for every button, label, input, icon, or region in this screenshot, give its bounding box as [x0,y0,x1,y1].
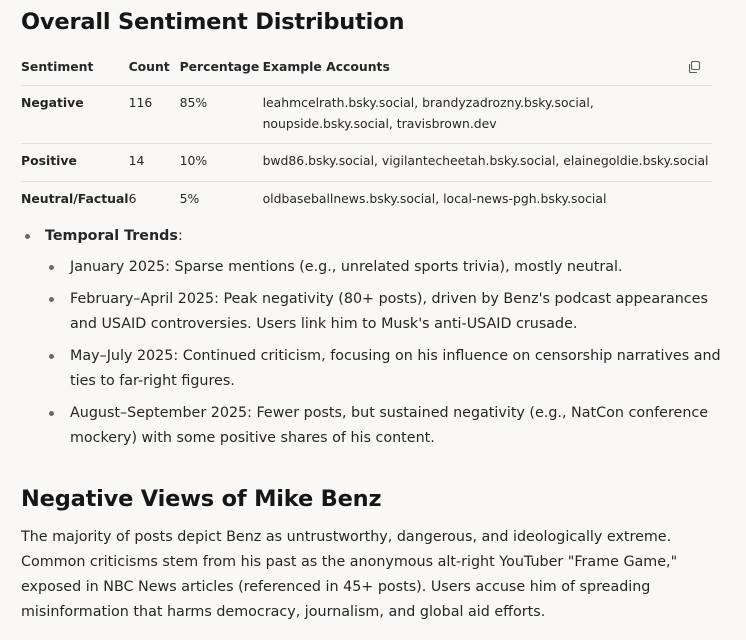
count-cell: 116 [129,86,180,144]
table-row [21,182,712,220]
section-title-sentiment-distribution: Overall Sentiment Distribution [21,9,405,35]
copy-table-button[interactable] [687,59,701,73]
temporal-trends-colon: : [177,228,183,244]
negative-views-paragraph: The majority of posts depict Benz as untrustworthy, dangerous, and ideologically extreme. Common criticisms stem from his past as the anonymous alt-right YouTuber "Frame Game," exposed in NBC News articles (referenced in 45+ posts). Users accuse him of spreading misinformation that harms democracy, journalism, and global aid efforts. [21,529,678,620]
column-header-percentage: Percentage [179,59,260,74]
list-item-temporal-trends [21,224,721,451]
sentiment-cell: Neutral/Factual [21,182,129,220]
trends-list [21,224,721,458]
bullet-icon [49,354,54,359]
bullet-icon [49,265,54,270]
percentage-cell: 5% [180,182,263,220]
trend-text: February–April 2025: Peak negativity (80+ posts), driven by Benz's podcast appearances and USAID controversies. Users link him to Musk's anti-USAID crusade. [70,291,708,332]
table-row [21,144,712,182]
sentiment-table [21,48,712,219]
column-header-count: Count [128,59,170,74]
column-header-sentiment: Sentiment [21,59,94,74]
percentage-cell: 85% [180,86,263,144]
bullet-icon [25,234,30,239]
count-cell: 14 [129,144,180,182]
section-title-negative-views: Negative Views of Mike Benz [21,486,382,512]
accounts-cell: oldbaseballnews.bsky.social, local-news-pgh.bsky.social [263,182,712,220]
list-item [45,287,721,337]
count-cell: 6 [129,182,180,220]
temporal-trends-sublist [45,255,721,451]
list-item [45,344,721,394]
sentiment-cell: Negative [21,86,129,144]
list-item [45,255,721,280]
trend-text: May–July 2025: Continued criticism, focusing on his influence on censorship narratives and ties to far-right figures. [70,348,721,389]
table-row [21,86,712,144]
bullet-icon [49,411,54,416]
temporal-trends-label: Temporal Trends [45,228,178,244]
percentage-cell: 10% [180,144,263,182]
list-item [45,401,721,451]
column-header-example-accounts: Example Accounts [262,59,390,74]
accounts-cell: bwd86.bsky.social, vigilantecheetah.bsky.social, elainegoldie.bsky.social [263,144,712,182]
bullet-icon [49,297,54,302]
sentiment-cell: Positive [21,144,129,182]
copy-icon [687,60,701,74]
accounts-cell: leahmcelrath.bsky.social, brandyzadrozny.bsky.social, noupside.bsky.social, travisbrown.dev [263,86,712,144]
trend-text: August–September 2025: Fewer posts, but sustained negativity (e.g., NatCon conference mockery) with some positive shares of his content. [70,405,709,446]
trend-text: January 2025: Sparse mentions (e.g., unrelated sports trivia), mostly neutral. [70,259,623,275]
table-header-row [21,48,712,86]
